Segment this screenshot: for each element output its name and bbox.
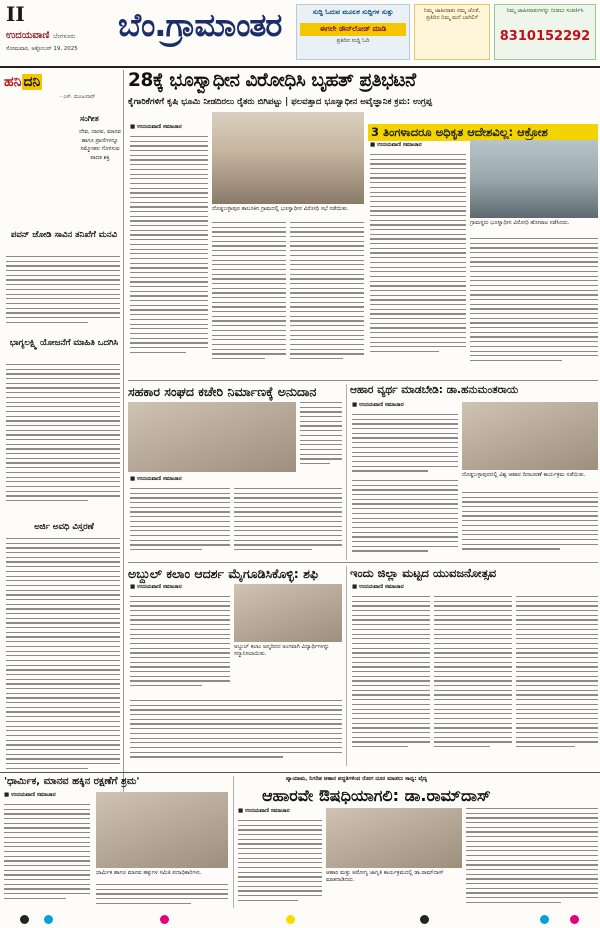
story5-byline: ■ ಉದಯವಾಣಿ ಸಮಾಚಾರ xyxy=(352,584,404,590)
story5-body-col3 xyxy=(516,596,598,766)
right-story-body-col1 xyxy=(370,154,466,376)
registration-mark-icon xyxy=(570,915,579,924)
masthead xyxy=(0,0,600,64)
column-logo xyxy=(4,74,42,90)
vertical-divider-1 xyxy=(346,384,347,560)
story6-photo xyxy=(96,792,228,868)
date-line: ಸೋಮವಾರ, ಅಕ್ಟೋಬರ್ 19, 2025 xyxy=(6,46,78,52)
paper-name xyxy=(6,30,75,41)
ad-phone: 8310152292 xyxy=(499,29,591,44)
lead-byline: ■ ಉದಯವಾಣಿ ಸಮಾಚಾರ xyxy=(130,124,182,130)
story3-headline: ಆಹಾರ ವ್ಯರ್ಥ ಮಾಡಬೇಡಿ: ಡಾ.ಹನುಮಂತರಾಯ xyxy=(350,384,519,396)
story6-body-col2 xyxy=(96,884,228,908)
app-ad[interactable] xyxy=(296,4,410,60)
sidebar-headline-2: ಭಾಗ್ಯಲಕ್ಷ್ಮಿ ಯೋಜನೆಗೆ ಮಾಹಿತಿ ಒದಗಿಸಿ xyxy=(9,338,119,348)
story7-body-col2 xyxy=(466,808,598,908)
story7-body-col1 xyxy=(238,820,322,908)
story6-body-col1 xyxy=(4,804,90,908)
app-ad-note: ಪ್ರತಿದಿನ ಸುದ್ದಿ ಓದಿ xyxy=(336,38,370,44)
story3-photo-caption: ದೊಡ್ಡಬಳ್ಳಾಪುರದಲ್ಲಿ ವಿಶ್ವ ಆಹಾರ ದಿನಾಚರಣೆ ಕಾರ್ಯಕ್ರಮ ನಡೆಯಿತು. xyxy=(462,472,586,478)
poem-text: ದೇವ, ದಾನವ, ಮಾನವ ಹಾಗೂ ಪ್ರಾಣಿಗಳನ್ನೂ ಸಮ್ಮೋಹನ ಗೊಳಿಸುವ ಪಾದಕ ಶಕ್ತಿ xyxy=(79,129,121,161)
app-ad-title: ಸುದ್ದಿ ಓದುವ ಮೂಲಕ ಸುದ್ದಿಗಳ ಸುತ್ತು xyxy=(312,8,394,16)
ad-promo xyxy=(414,4,490,60)
right-story-byline: ■ ಉದಯವಾಣಿ ಸಮಾಚಾರ xyxy=(370,142,422,148)
story2-photo xyxy=(128,402,296,472)
lead-photo-caption: ದೊಡ್ಡಬಳ್ಳಾಪುರ ತಾಲೂಕಿನ ಗ್ರಾಮದಲ್ಲಿ ಭೂಸ್ವಾಧೀನ ವಿರೋಧಿ ಸಭೆ ನಡೆಯಿತು. xyxy=(212,206,349,212)
right-story-photo xyxy=(470,140,598,218)
supplement-title: ಬೆಂ.ಗ್ರಾಮಾಂತರ xyxy=(118,6,282,44)
story7-byline: ■ ಉದಯವಾಣಿ ಸಮಾಚಾರ xyxy=(238,808,290,814)
lead-photo xyxy=(212,112,364,204)
ad-contact-text: ನಿಮ್ಮ ಜಾಹೀರಾತುಗಳನ್ನು ನೀಡಲು ಸಂಪರ್ಕಿಸಿ xyxy=(506,8,584,14)
story6-byline: ■ ಉದಯವಾಣಿ ಸಮಾಚಾರ xyxy=(4,792,56,798)
story4-headline: ಅಬ್ದುಲ್ ಕಲಾಂ ಆದರ್ಶ ಮೈಗೂಡಿಸಿಕೊಳ್ಳಿ: ಶಫಿ xyxy=(128,566,318,581)
story4-byline: ■ ಉದಯವಾಣಿ ಸಮಾಚಾರ xyxy=(130,584,182,590)
registration-mark-icon xyxy=(20,915,29,924)
story3-photo xyxy=(462,402,598,470)
registration-mark-icon xyxy=(540,915,549,924)
right-story-body-col2 xyxy=(470,238,598,376)
divider-2 xyxy=(128,562,598,563)
print-registration-marks xyxy=(0,912,600,928)
registration-mark-icon xyxy=(286,915,295,924)
divider-3 xyxy=(0,772,600,773)
paper-title: ಉದಯವಾಣಿ xyxy=(6,30,50,41)
story3-body-col2 xyxy=(352,480,458,558)
story5-body-col2 xyxy=(434,596,512,766)
lead-headline: 28ಕ್ಕೆ ಭೂಸ್ವಾಧೀನ ವಿರೋಧಿಸಿ ಬೃಹತ್ ಪ್ರತಿಭಟನೆ xyxy=(128,70,416,91)
column-logo-b: ದನಿ xyxy=(23,74,41,90)
ad-promo-text: ನಿಮ್ಮ ಜಾಹೀರಾತು ನಮ್ಮ ಜೊತೆ, ಪ್ರತಿದಿನ ನಿಮ್ಮ ಮನೆ ಬಾಗಿಲಿಗೆ xyxy=(423,8,481,21)
story7-photo-caption: ಆಹಾರ ಮತ್ತು ಆರೋಗ್ಯ ಜಾಗೃತಿ ಕಾರ್ಯಕ್ರಮದಲ್ಲಿ ಡಾ.ರಾಮ್‌ದಾಸ್ ಮಾತನಾಡಿದರು. xyxy=(326,870,444,883)
paper-tag: ಬೆಂಗಳೂರು xyxy=(52,33,76,40)
lead-subheadline: ಕೈಗಾರಿಕೆಗಳಿಗೆ ಕೃಷಿ ಭೂಮಿ ನೀಡದಿರಲು ರೈತರು ಬಿಗಿಪಟ್ಟು | ಫಲವತ್ತಾದ ಭೂಸ್ವಾಧೀನ ಅವೈಜ್ಞಾನಿಕ ಕ್ರಮ: ಉಗ್ರಪ್ಪ xyxy=(128,97,432,107)
masthead-rule xyxy=(0,66,600,68)
story2-body-col2 xyxy=(234,488,342,556)
right-story-photo-caption: ಗ್ರಾಮಸ್ಥರು ಭೂಸ್ವಾಧೀನ ವಿರೋಧಿ ಹೋರಾಟ ನಡೆಸಿದರು. xyxy=(470,220,570,226)
sidebar-body-2 xyxy=(6,364,120,514)
story2-body-col1 xyxy=(130,488,230,556)
page-number: II xyxy=(6,2,25,26)
column-author: - ಎಸ್. ಮಂಜುನಾಥ್ xyxy=(60,94,96,100)
story5-body-col1 xyxy=(352,596,430,766)
app-ad-cta[interactable]: ಈಗಲೇ ಡೌನ್‌ಲೋಡ್ ಮಾಡಿ xyxy=(300,23,406,36)
vertical-divider-2 xyxy=(346,566,347,766)
sidebar-body-1 xyxy=(6,256,120,336)
story3-byline: ■ ಉದಯವಾಣಿ ಸಮಾಚಾರ xyxy=(352,402,404,408)
sidebar-headline-3: ಅರ್ಜಿ ಅವಧಿ ವಿಸ್ತರಣೆ xyxy=(34,522,94,532)
story6-headline: 'ಧಾರ್ಮಿಕ, ಮಾನವ ಹಕ್ಕಿನ ರಕ್ಷಣೆಗೆ ಶ್ರಮ' xyxy=(4,776,140,787)
left-sidebar xyxy=(0,70,124,865)
story7-kicker: ವ್ಯಾಯಾಮ, ನಿಗದಿತ ಆಹಾರ ಪದ್ಧತಿಗಳಿಂದ ರೋಗ ದೂರ ಮಾಡಲು ಸಾಧ್ಯ: ವೈದ್ಯ xyxy=(286,776,428,782)
story4-photo xyxy=(234,584,342,642)
story4-body-col2 xyxy=(130,700,342,766)
poem-title: ಸಂಗೀತ xyxy=(80,114,99,123)
lead-body-col2 xyxy=(212,222,286,376)
story2-caption-block xyxy=(300,402,342,472)
ad-contact xyxy=(494,4,596,60)
column-logo-a: ಹನಿ xyxy=(4,74,22,90)
lead-body-col1 xyxy=(130,136,208,376)
story3-body-col3 xyxy=(462,492,598,558)
story3-body-col1 xyxy=(352,414,458,476)
story7-photo xyxy=(326,808,462,868)
story4-body-col1 xyxy=(130,596,230,696)
story7-headline: ಆಹಾರವೇ ಔಷಧಿಯಾಗಲಿ: ಡಾ.ರಾಮ್‌ದಾಸ್ xyxy=(262,786,491,805)
right-story-headline: 3 ತಿಂಗಳಾದರೂ ಅಧಿಕೃತ ಆದೇಶವಿಲ್ಲ: ಆಕ್ರೋಶ xyxy=(368,124,598,141)
registration-mark-icon xyxy=(420,915,429,924)
story2-byline: ■ ಉದಯವಾಣಿ ಸಮಾಚಾರ xyxy=(130,476,182,482)
story2-headline: ಸಹಕಾರ ಸಂಘದ ಕಚೇರಿ ನಿರ್ಮಾಣಕ್ಕೆ ಅನುದಾನ xyxy=(128,384,317,399)
sidebar-headline-1: ಪವನ್ ಜೋಡಿ ಸಾವಿನ ತನಿಖೆಗೆ ಮನವಿ xyxy=(10,230,118,240)
divider-1 xyxy=(128,380,598,381)
story4-photo-caption: ಅಬ್ದುಲ್ ಕಲಾಂ ಜನ್ಮದಿನದ ಅಂಗವಾಗಿ ವಿದ್ಯಾರ್ಥಿಗಳನ್ನು ಸನ್ಮಾನಿಸಲಾಯಿತು. xyxy=(234,644,330,657)
story5-headline: ಇಂದು ಜಿಲ್ಲಾ ಮಟ್ಟದ ಯುವಜನೋತ್ಸವ xyxy=(350,566,497,580)
lead-body-col3 xyxy=(290,222,364,376)
vertical-divider-3 xyxy=(233,776,234,908)
story6-photo-caption: ಧಾರ್ಮಿಕ ಹಾಗೂ ಮಾನವ ಹಕ್ಕುಗಳ ಸಮಿತಿ ಪದಾಧಿಕಾರಿಗಳು. xyxy=(96,870,202,876)
sidebar-body-3 xyxy=(6,538,120,788)
registration-mark-icon xyxy=(160,915,169,924)
registration-mark-icon xyxy=(44,915,53,924)
